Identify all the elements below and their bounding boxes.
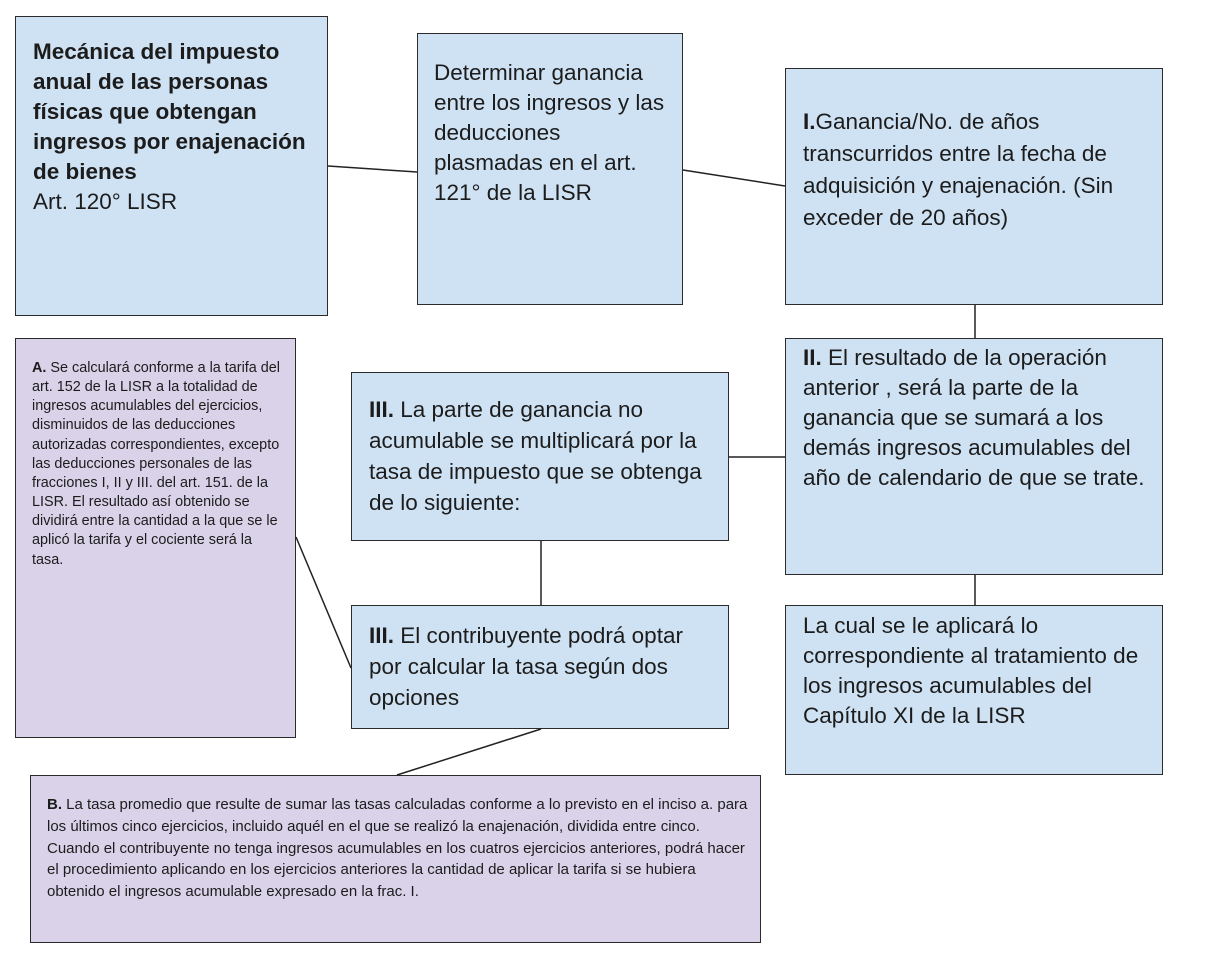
option-b-text: La tasa promedio que resulte de sumar las tasas calculadas conforme a lo previsto en el inciso a. para los últimos cinco ejercicios, incluido aquél en el que se realizó la enajenación, dividida entre cinco. Cuando el contribuyente no tenga ingresos acumulables en los cuatros ejercicios anteriores, podrá hacer el procedimiento aplicando en los ejercicios anteriores la cantidad de aplicar la tarifa si se hubiera obtenido el ingresos acumulable expresado en la frac. I. — [47, 796, 748, 900]
edge-title-determinar — [328, 166, 417, 172]
step2-box — [785, 338, 1163, 575]
step1-prefix: I. — [803, 109, 816, 134]
edge-step3b-optionB — [397, 729, 541, 775]
step3a-box — [351, 372, 729, 541]
diagram-subtitle: Art. 120° LISR — [33, 188, 178, 214]
determinar-box — [417, 33, 683, 305]
step2-text: El resultado de la operación anterior , será la parte de la ganancia que se sumará a los demás ingresos acumulables del año de calendario de que se trate. — [803, 345, 1145, 490]
step3b-text: El contribuyente podrá optar por calcular la tasa según dos opciones — [369, 623, 683, 711]
option-a-text: Se calculará conforme a la tarifa del art. 152 de la LISR a la totalidad de ingresos acumulables del ejercicios, disminuidos de las deducciones autorizadas correspondientes, excepto las deducciones personales de las fracciones I, II y III. del art. 151. de la LISR. El resultado así obtenido se dividirá entre la cantidad a la que se le aplicó la tarifa y el cociente será la tasa. — [32, 360, 280, 568]
determinar-text: Determinar ganancia entre los ingresos y las deducciones plasmadas en el art. 121° de la LISR — [434, 60, 665, 205]
option-b-prefix: B. — [47, 796, 62, 813]
diagram-title: Mecánica del impuesto anual de las personas físicas que obtengan ingresos por enajenación de bienes — [33, 39, 306, 184]
title-box — [15, 16, 328, 316]
aplicara-box — [785, 605, 1163, 775]
option-a-prefix: A. — [32, 360, 47, 376]
edge-determinar-step1 — [683, 170, 785, 186]
option-a-box — [15, 338, 296, 738]
aplicara-text: La cual se le aplicará lo correspondiente al tratamiento de los ingresos acumulables del Capítulo XI de la LISR — [803, 613, 1139, 728]
step3b-prefix: III. — [369, 623, 395, 648]
step3a-text: La parte de ganancia no acumulable se multiplicará por la tasa de impuesto que se obtenga de lo siguiente: — [369, 397, 702, 516]
edge-optionA-step3b — [296, 537, 351, 668]
step1-text: Ganancia/No. de años transcurridos entre la fecha de adquisición y enajenación. (Sin exceder de 20 años) — [803, 109, 1114, 230]
step2-prefix: II. — [803, 345, 822, 370]
step3b-box — [351, 605, 729, 729]
step3a-prefix: III. — [369, 397, 395, 422]
option-b-box — [30, 775, 761, 943]
step1-box — [785, 68, 1163, 305]
